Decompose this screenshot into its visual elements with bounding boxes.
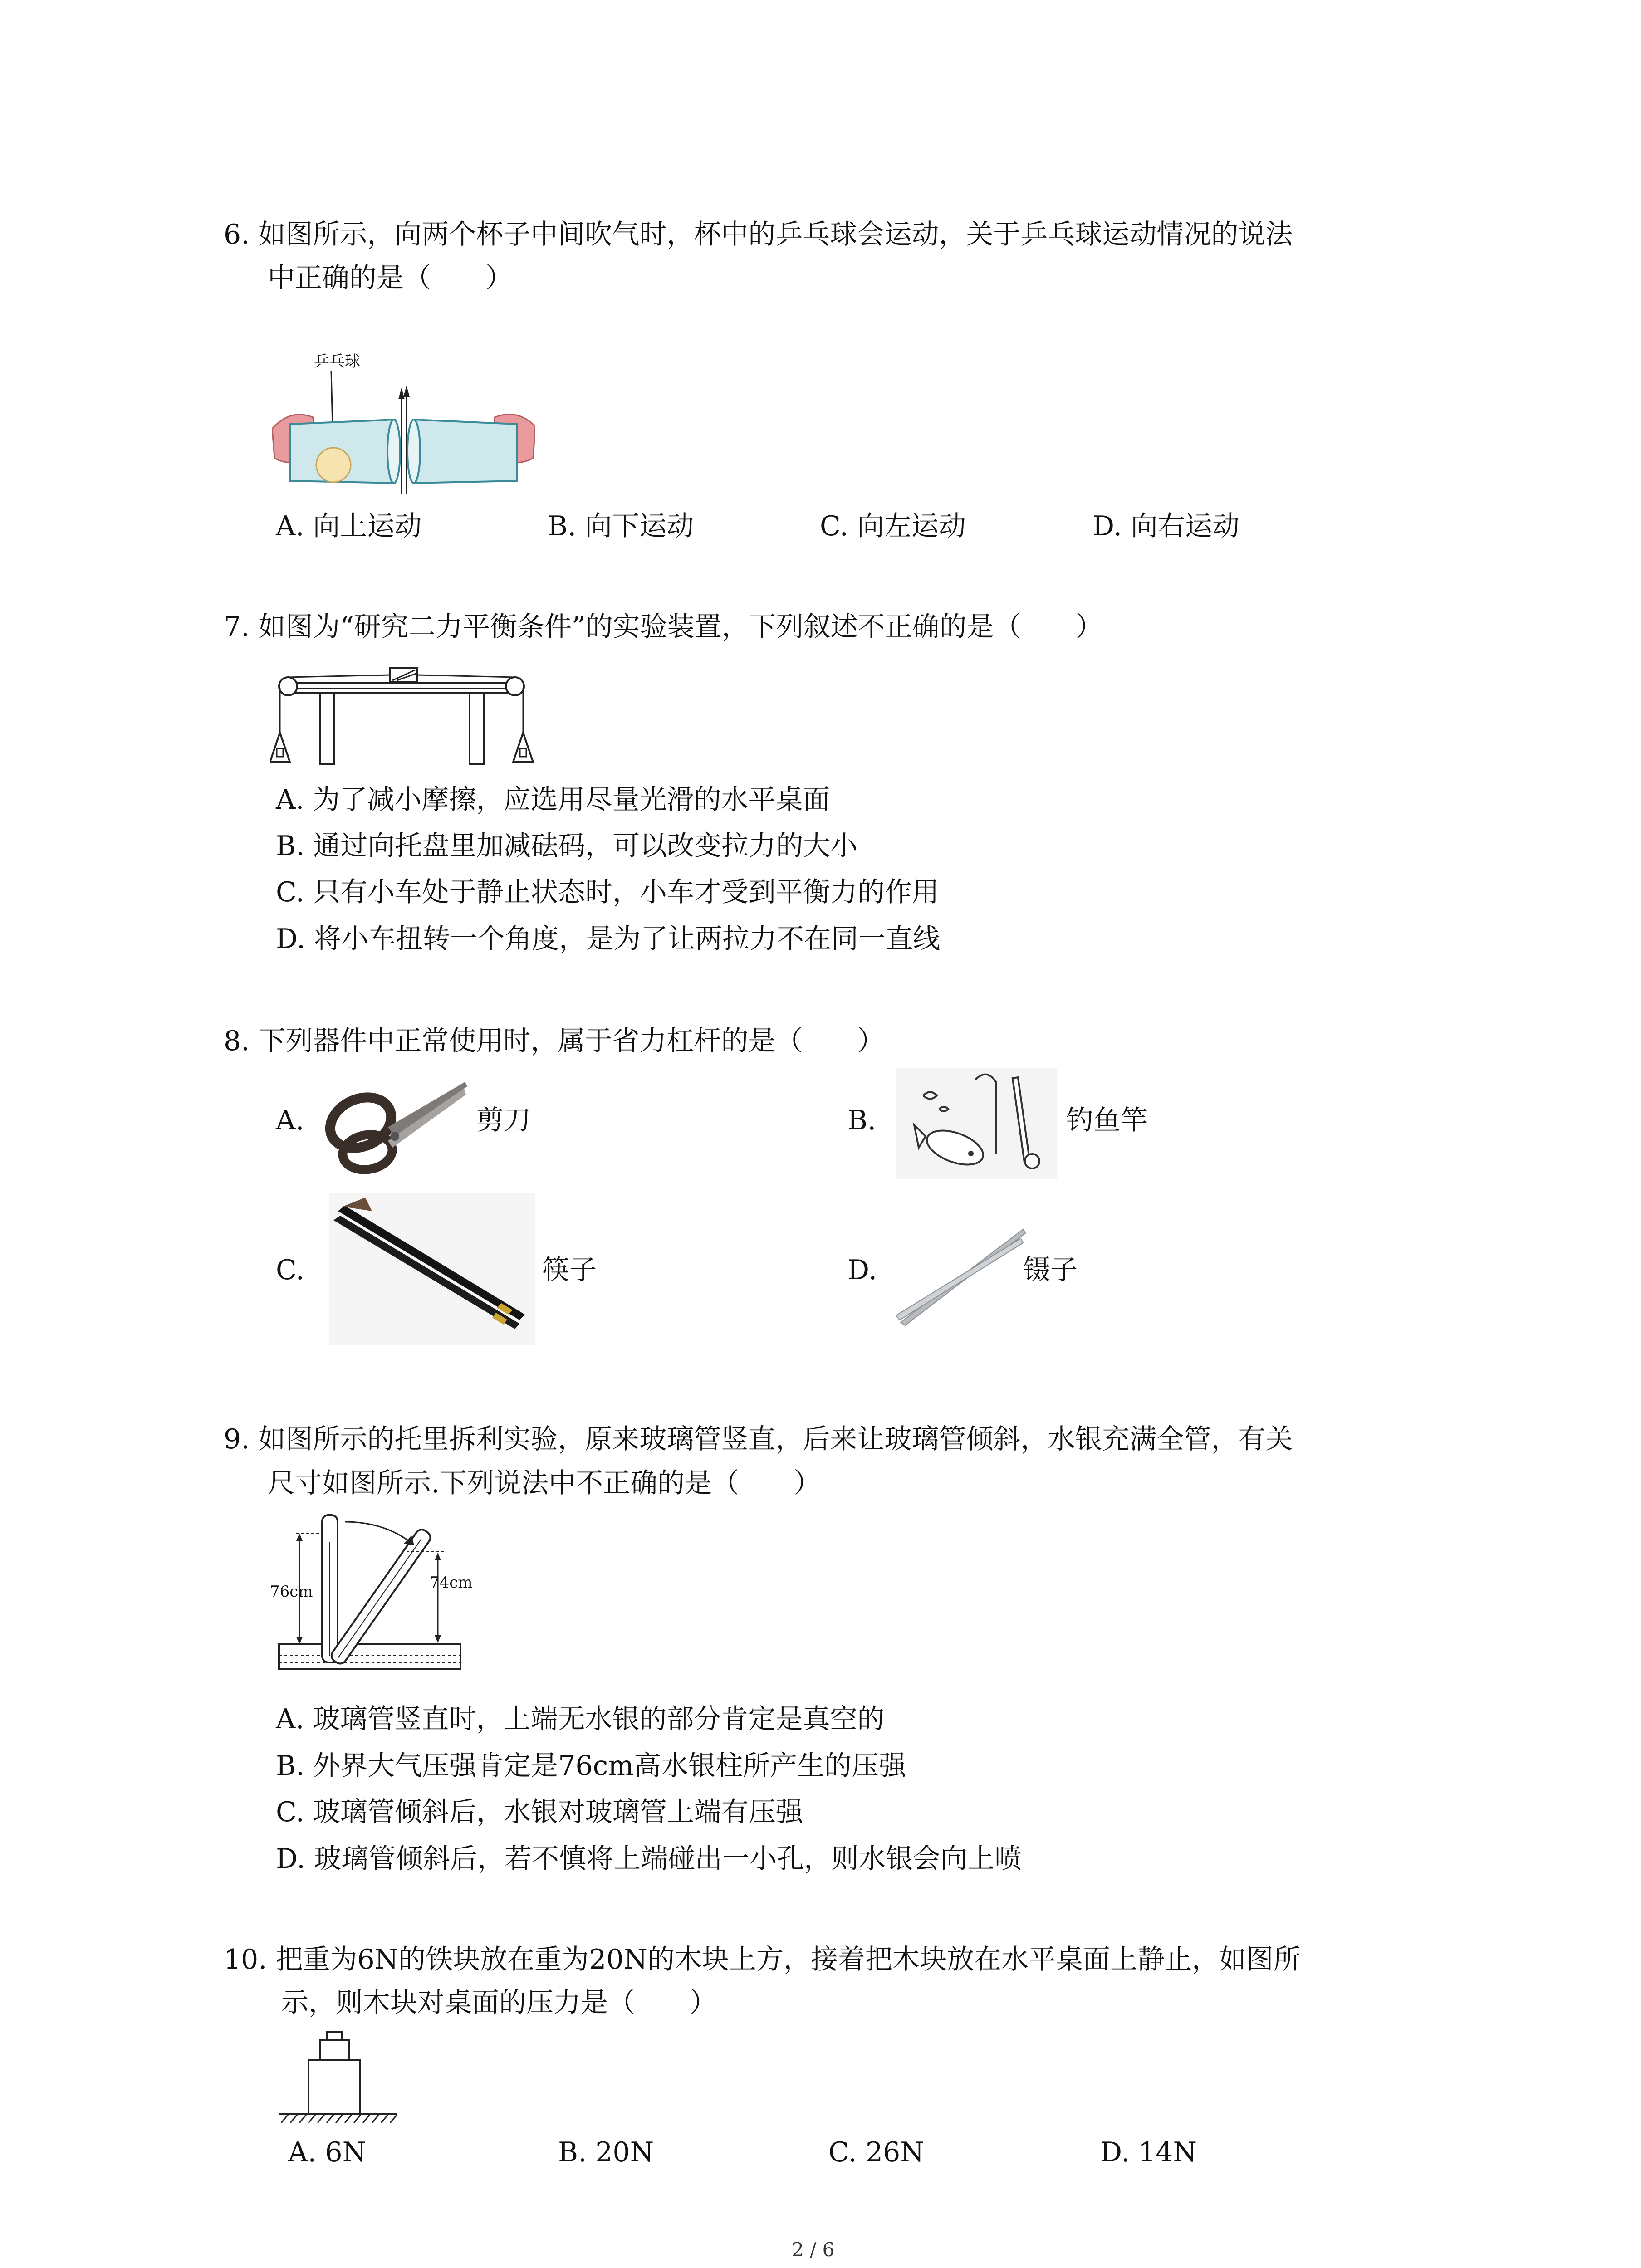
q9-fig-label-74cm: 74cm [430, 1574, 473, 1592]
q9-fig-label-76cm: 76cm [270, 1583, 313, 1601]
q8-option-d-letter: D. [847, 1254, 877, 1286]
fishing-rod-image [896, 1068, 1057, 1179]
q6-fig-label: 乒乓球 [314, 352, 360, 371]
q9-stem-line1: 9. 如图所示的托里拆利实验，原来玻璃管竖直，后来让玻璃管倾斜，水银充满全管，有关 [224, 1423, 1293, 1455]
q6-option-c: C. 向左运动 [820, 510, 966, 542]
page-number: 2 / 6 [792, 2239, 835, 2261]
q7-option-c: C. 只有小车处于静止状态时，小车才受到平衡力的作用 [276, 876, 939, 908]
q8-option-d-label: 镊子 [1023, 1254, 1078, 1286]
q6-option-a: A. 向上运动 [276, 510, 422, 542]
q10-option-d: D. 14N [1100, 2136, 1197, 2168]
q10-option-a: A. 6N [288, 2136, 367, 2168]
q7-option-b: B. 通过向托盘里加减砝码，可以改变拉力的大小 [276, 830, 858, 862]
q9-option-d: D. 玻璃管倾斜后，若不慎将上端碰出一小孔，则水银会向上喷 [276, 1843, 1022, 1875]
q8-option-a-label: 剪刀 [476, 1105, 531, 1136]
q8-stem: 8. 下列器件中正常使用时，属于省力杠杆的是（ ） [224, 1025, 885, 1057]
q6-stem-line2: 中正确的是（ ） [268, 262, 513, 294]
q10-option-b: B. 20N [558, 2136, 654, 2168]
q10-stem-line2: 示，则木块对桌面的压力是（ ） [281, 1987, 717, 2019]
q7-figure-apparatus [270, 660, 538, 767]
q8-option-b-label: 钓鱼竿 [1066, 1105, 1148, 1136]
q8-option-c-label: 筷子 [542, 1254, 597, 1286]
q9-figure-torricelli [265, 1508, 479, 1672]
q8-option-b-letter: B. [847, 1105, 877, 1136]
q7-stem: 7. 如图为“研究二力平衡条件”的实验装置，下列叙述不正确的是（ ） [224, 611, 1103, 643]
q9-option-a: A. 玻璃管竖直时，上端无水银的部分肯定是真空的 [276, 1703, 885, 1735]
q10-stem-line1: 10. 把重为6N的铁块放在重为20N的木块上方，接着把木块放在水平桌面上静止，如图所 [224, 1944, 1301, 1975]
q6-stem-line1: 6. 如图所示，向两个杯子中间吹气时，杯中的乒乓球会运动，关于乒乓球运动情况的说法 [224, 219, 1293, 250]
q7-option-d: D. 将小车扭转一个角度，是为了让两拉力不在同一直线 [276, 923, 941, 955]
q8-option-c-letter: C. [276, 1254, 304, 1286]
q9-stem-line2: 尺寸如图所示.下列说法中不正确的是（ ） [268, 1467, 821, 1499]
q6-option-b: B. 向下运动 [548, 510, 694, 542]
q6-figure-cups [272, 349, 535, 503]
q6-option-d: D. 向右运动 [1092, 510, 1240, 542]
q10-figure-blocks [277, 2028, 399, 2125]
tweezers-image [892, 1225, 1028, 1329]
q7-option-a: A. 为了减小摩擦，应选用尽量光滑的水平桌面 [276, 784, 830, 816]
q9-option-c: C. 玻璃管倾斜后，水银对玻璃管上端有压强 [276, 1796, 803, 1828]
q9-option-b: B. 外界大气压强肯定是76cm高水银柱所产生的压强 [276, 1750, 906, 1782]
chopsticks-image [329, 1193, 535, 1345]
q10-option-c: C. 26N [828, 2136, 924, 2168]
scissors-image [320, 1073, 470, 1175]
q8-option-a-letter: A. [276, 1105, 304, 1136]
